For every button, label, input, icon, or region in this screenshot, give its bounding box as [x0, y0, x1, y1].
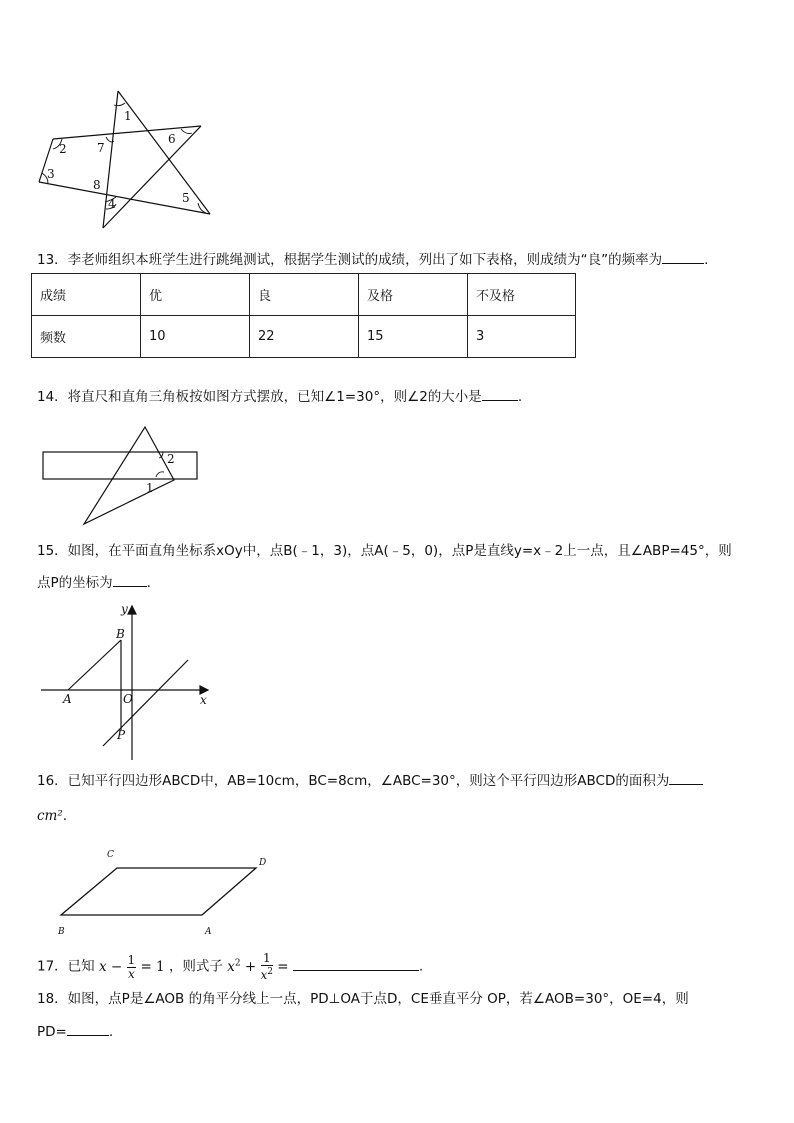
question-18-end: .: [108, 1024, 114, 1040]
vertex-label-c: C: [107, 850, 114, 860]
question-18-text-2: PD=: [37, 1024, 67, 1040]
frequency-table: [31, 273, 576, 358]
table-cell: 及格: [359, 274, 468, 316]
question-18-line2: [37, 1021, 113, 1042]
star-angle-figure: [30, 85, 230, 230]
point-label-p: P: [117, 728, 126, 742]
table-cell: 优: [141, 274, 250, 316]
answer-blank[interactable]: [482, 386, 518, 401]
question-15-text-2: 点P的坐标为: [37, 575, 113, 591]
question-16-text: 16．已知平行四边形ABCD中，AB=10cm，BC=8cm，∠ABC=30°，则这个平行四边形ABCD的面积为: [37, 773, 670, 789]
table-cell: 15: [359, 316, 468, 358]
vertex-label-b: B: [58, 927, 65, 937]
line-segment: [103, 126, 201, 228]
angle-label: 1: [124, 109, 132, 123]
angle-label: 1: [146, 481, 154, 495]
table-row: [32, 316, 576, 358]
question-15-line1: [37, 541, 732, 561]
question-14-end: .: [517, 389, 523, 405]
question-14-text: 14．将直尺和直角三角板按如图方式摆放，已知∠1=30°，则∠2的大小是: [37, 389, 482, 405]
question-18-line1: [37, 989, 689, 1009]
point-label-a: A: [63, 692, 72, 706]
coordinate-figure: [38, 600, 218, 765]
answer-blank[interactable]: [669, 770, 703, 785]
answer-blank[interactable]: [662, 249, 704, 264]
triangle: [84, 427, 174, 524]
table-cell: 22: [250, 316, 359, 358]
question-14: [37, 386, 522, 407]
angle-label: 4: [108, 197, 116, 211]
angle-label: 2: [59, 142, 67, 156]
question-17-prefix: 17．已知: [37, 958, 95, 975]
question-17-expression: $x^2$ + $\frac{1}{x^2}$ =: [227, 951, 293, 982]
answer-blank[interactable]: [293, 956, 419, 971]
vertex-label-d: D: [259, 858, 267, 868]
question-17-condition: x − $\frac{1}{x}$ = 1: [98, 952, 169, 981]
table-cell: 成绩: [32, 274, 141, 316]
question-18-text: 18．如图，点P是∠AOB 的角平分线上一点，PD⊥OA于点D，CE垂直平分 OP，若∠AOB=30°，OE=4，则: [37, 991, 689, 1007]
answer-blank[interactable]: [67, 1021, 109, 1036]
table-cell: 不及格: [468, 274, 576, 316]
axis-label-x: x: [200, 693, 207, 707]
line-segment: [118, 91, 210, 214]
table-cell: 良: [250, 274, 359, 316]
question-16-end: .: [62, 808, 68, 824]
question-17-mid: ，则式子: [168, 958, 223, 975]
question-15-line2: [37, 572, 151, 593]
angle-label: 3: [47, 167, 55, 181]
question-13-end: .: [704, 252, 709, 268]
question-15-end: .: [146, 575, 151, 591]
question-17: [37, 948, 423, 982]
question-15-text: 15．如图，在平面直角坐标系xOy中，点B(﹣1，3)，点A(﹣5，0)，点P是直线y=x﹣2上一点，且∠ABP=45°，则: [37, 543, 732, 559]
question-17-end: .: [418, 958, 424, 975]
axis-label-y: y: [121, 602, 128, 616]
question-16-line2: [37, 806, 67, 826]
question-16-line1: [37, 770, 703, 791]
point-label-o: O: [123, 692, 133, 706]
vertex-label-a: A: [205, 927, 212, 937]
angle-label: 5: [182, 191, 190, 205]
line-segment: [53, 126, 201, 139]
angle-label: 2: [167, 452, 175, 466]
point-label-b: B: [116, 627, 125, 641]
table-cell: 3: [468, 316, 576, 358]
angle-label: 8: [93, 178, 101, 192]
angle-label: 6: [168, 132, 176, 146]
answer-blank[interactable]: [113, 572, 147, 587]
segment-ab: [68, 640, 121, 690]
parallelogram-figure: [50, 845, 280, 940]
line-y-x-minus-2: [103, 660, 188, 746]
table-row: [32, 274, 576, 316]
ruler-triangle-figure: [38, 422, 203, 530]
question-13-text: 13．李老师组织本班学生进行跳绳测试，根据学生测试的成绩，列出了如下表格，则成绩为“良”的频率为: [37, 252, 663, 268]
table-cell: 10: [141, 316, 250, 358]
angle-label: 7: [97, 141, 105, 155]
question-16-unit: cm²: [37, 808, 63, 824]
question-13: [37, 249, 708, 270]
parallelogram-abcd: [61, 868, 256, 915]
table-cell: 频数: [32, 316, 141, 358]
